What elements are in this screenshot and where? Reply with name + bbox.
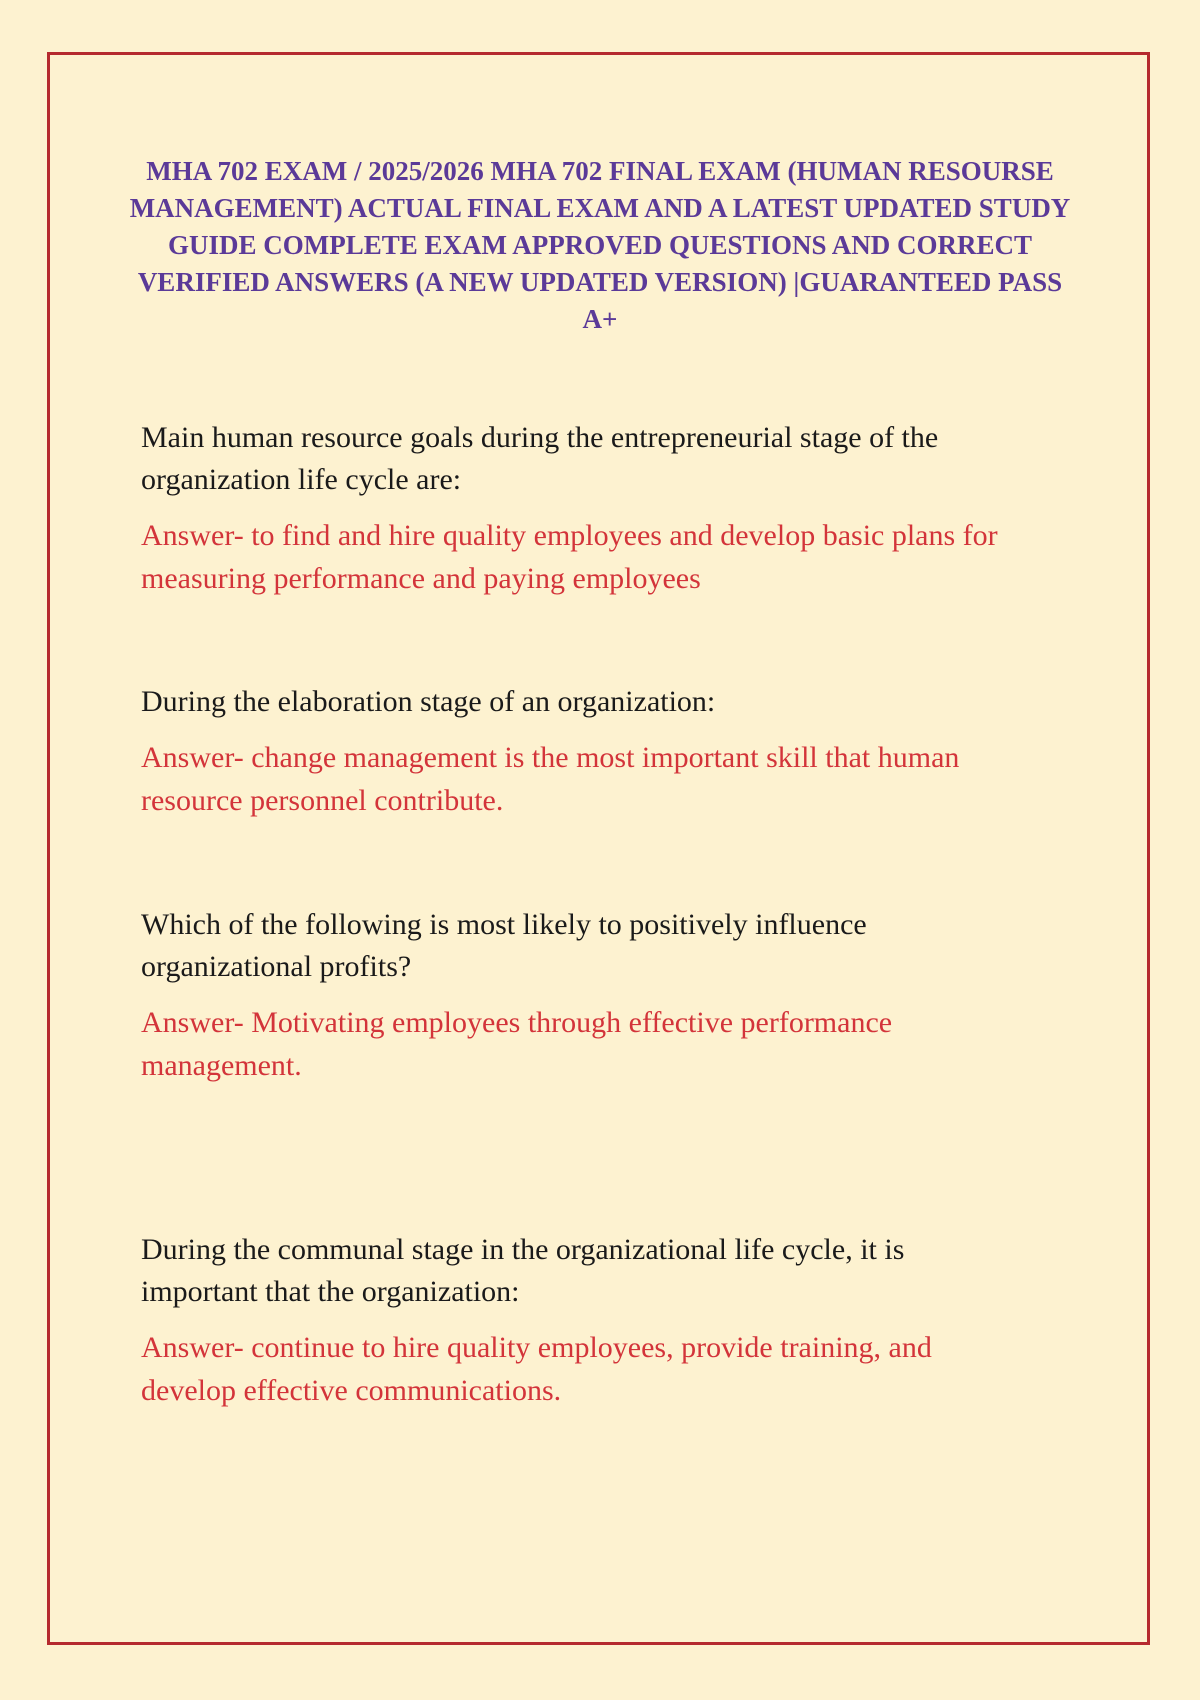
answer-text: Answer- to find and hire quality employees and develop basic plans for measuring performance and paying employees	[141, 519, 998, 595]
document-title: MHA 702 EXAM / 2025/2026 MHA 702 FINAL EXAM (HUMAN RESOURSE MANAGEMENT) ACTUAL FINAL EXAM AND A LATEST UPDATED STUDY GUIDE COMPLETE EXAM APPROVED QUESTIONS AND CORRECT VERIFIED ANSWERS (A NEW UPDATED VERSION) |GUARANTEED PASS A+	[129, 156, 1071, 334]
answer-text: Answer- change management is the most important skill that human resource personnel contribute.	[141, 741, 960, 817]
qa-item-1	[141, 417, 1101, 600]
answer-text: Answer- Motivating employees through effective performance management.	[141, 1006, 893, 1082]
question-text: Which of the following is most likely to positively influence organizational profits?	[141, 908, 867, 983]
question-text: During the communal stage in the organizational life cycle, it is important that the organization:	[141, 1233, 905, 1308]
qa-item-4	[141, 1229, 1101, 1412]
qa-item-3	[141, 904, 1101, 1087]
qa-item-2	[141, 681, 1101, 822]
question-text: Main human resource goals during the entrepreneurial stage of the organization life cycle are:	[141, 421, 939, 496]
question-text: During the elaboration stage of an organization:	[141, 685, 716, 718]
answer-text: Answer- continue to hire quality employees, provide training, and develop effective communications.	[141, 1331, 932, 1407]
